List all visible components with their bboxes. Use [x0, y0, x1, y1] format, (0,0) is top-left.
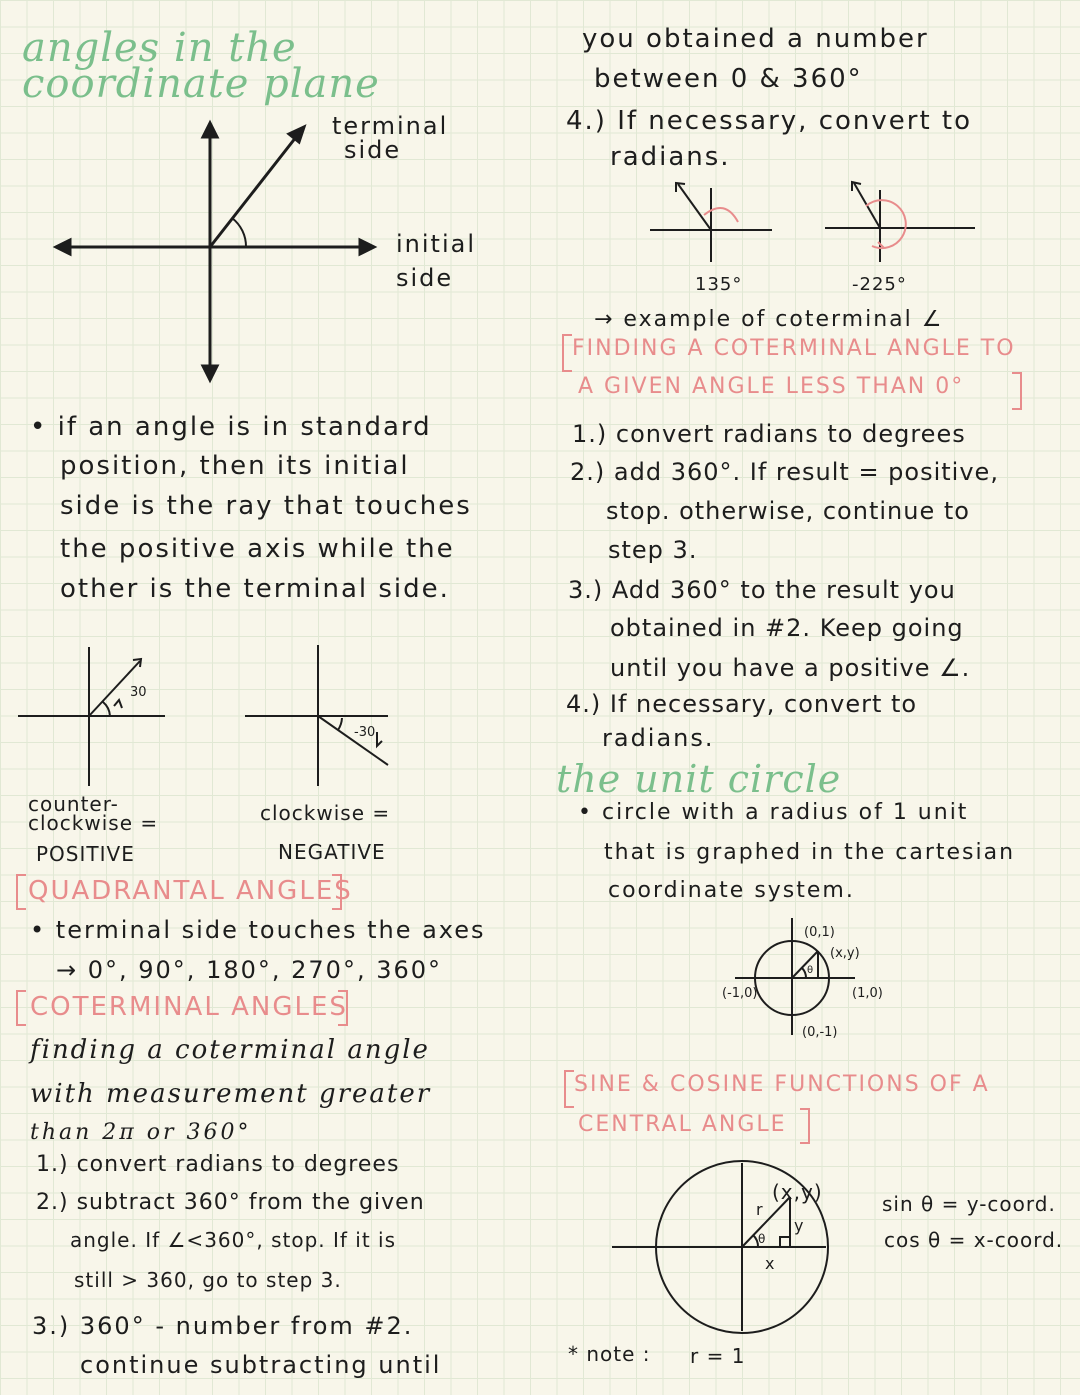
continued-line-2: between 0 & 360°: [594, 64, 863, 94]
note-text: r = 1: [690, 1344, 746, 1368]
initial-side-label-2: side: [396, 264, 454, 292]
quadrantal-line-2: → 0°, 90°, 180°, 270°, 360°: [56, 956, 443, 984]
finding-heading-line-2: A GIVEN ANGLE LESS THAN 0°: [578, 374, 965, 399]
right-step-2-line-1: 2.) add 360°. If result = positive,: [570, 458, 999, 486]
unit-circle-theta: θ: [807, 965, 814, 976]
example-angle-neg-225: -225°: [852, 274, 907, 295]
example-caption: → example of coterminal ∠: [594, 307, 944, 332]
counterclockwise-label-1: counter-: [28, 792, 119, 816]
counterclockwise-label-2: clockwise =: [28, 811, 159, 835]
unit-circle-label-right: (1,0): [852, 986, 883, 1001]
step-2-line-3: still > 360, go to step 3.: [74, 1268, 342, 1292]
central-angle-y-label: y: [794, 1216, 804, 1235]
definition-line-1: • if an angle is in standard: [30, 412, 432, 442]
sine-cosine-heading-line-2: CENTRAL ANGLE: [578, 1112, 787, 1137]
unit-circle-line-2: that is graphed in the cartesian: [604, 840, 1016, 865]
finding-coterminal-line-2: with measurement greater: [30, 1079, 432, 1109]
step-2-line-2: angle. If ∠<360°, stop. If it is: [70, 1228, 397, 1252]
title-line-1: angles in the: [22, 25, 297, 71]
right-step-4-line-1: 4.) If necessary, convert to: [566, 690, 918, 718]
central-angle-r-label: r: [756, 1200, 763, 1219]
step-3-line-1: 3.) 360° - number from #2.: [32, 1312, 414, 1340]
sine-cosine-heading-line-1: SINE & COSINE FUNCTIONS OF A: [574, 1072, 990, 1097]
right-step-3-line-3: until you have a positive ∠.: [610, 654, 971, 682]
terminal-side-label-1: terminal: [332, 112, 449, 140]
negative-label: NEGATIVE: [278, 840, 386, 864]
sine-definition: sin θ = y-coord.: [882, 1192, 1056, 1216]
right-step-2-line-3: step 3.: [608, 536, 698, 564]
right-step-3-line-1: 3.) Add 360° to the result you: [568, 576, 956, 604]
negative-angle-value: -30: [354, 725, 376, 740]
step-2-line-1: 2.) subtract 360° from the given: [36, 1190, 425, 1215]
central-angle-theta: θ: [758, 1232, 766, 1246]
unit-circle-line-3: coordinate system.: [608, 878, 855, 903]
definition-line-4: the positive axis while the: [60, 534, 455, 564]
right-step-1: 1.) convert radians to degrees: [572, 420, 966, 448]
coterminal-angles-heading: COTERMINAL ANGLES: [30, 992, 348, 1022]
definition-line-3: side is the ray that touches: [60, 491, 472, 521]
unit-circle-label-top: (0,1): [804, 925, 835, 940]
example-angle-135: 135°: [695, 274, 743, 295]
finding-coterminal-line-3: than 2π or 360°: [30, 1120, 252, 1145]
continued-line-1: you obtained a number: [582, 24, 929, 54]
central-angle-point-label: (x,y): [772, 1180, 823, 1204]
finding-heading-line-1: FINDING A COTERMINAL ANGLE TO: [572, 336, 1016, 361]
step-1: 1.) convert radians to degrees: [36, 1152, 400, 1177]
quadrantal-line-1: • terminal side touches the axes: [30, 916, 486, 944]
initial-side-label-1: initial: [396, 230, 476, 258]
clockwise-label: clockwise =: [260, 801, 391, 825]
step-3-line-2: continue subtracting until: [80, 1351, 442, 1379]
right-step-4-line-2: radians.: [602, 724, 715, 752]
terminal-side-label-2: side: [344, 136, 402, 164]
finding-coterminal-line-1: finding a coterminal angle: [30, 1035, 430, 1065]
note-label: * note :: [568, 1342, 651, 1366]
unit-circle-label-point: (x,y): [830, 946, 860, 961]
unit-circle-title: the unit circle: [556, 757, 842, 801]
definition-line-5: other is the terminal side.: [60, 574, 450, 604]
cosine-definition: cos θ = x-coord.: [884, 1228, 1064, 1252]
continued-line-3: 4.) If necessary, convert to: [566, 106, 973, 136]
central-angle-x-label: x: [765, 1254, 775, 1273]
unit-circle-label-left: (-1,0): [722, 986, 758, 1001]
positive-angle-value: 30: [130, 685, 147, 700]
unit-circle-line-1: • circle with a radius of 1 unit: [578, 800, 969, 825]
quadrantal-angles-heading: QUADRANTAL ANGLES: [28, 876, 353, 906]
positive-label: POSITIVE: [36, 842, 135, 866]
definition-line-2: position, then its initial: [60, 451, 410, 481]
right-step-2-line-2: stop. otherwise, continue to: [606, 497, 970, 525]
right-step-3-line-2: obtained in #2. Keep going: [610, 614, 964, 642]
unit-circle-label-bottom: (0,-1): [802, 1025, 838, 1040]
title-line-2: coordinate plane: [22, 61, 380, 107]
continued-line-4: radians.: [610, 142, 731, 172]
